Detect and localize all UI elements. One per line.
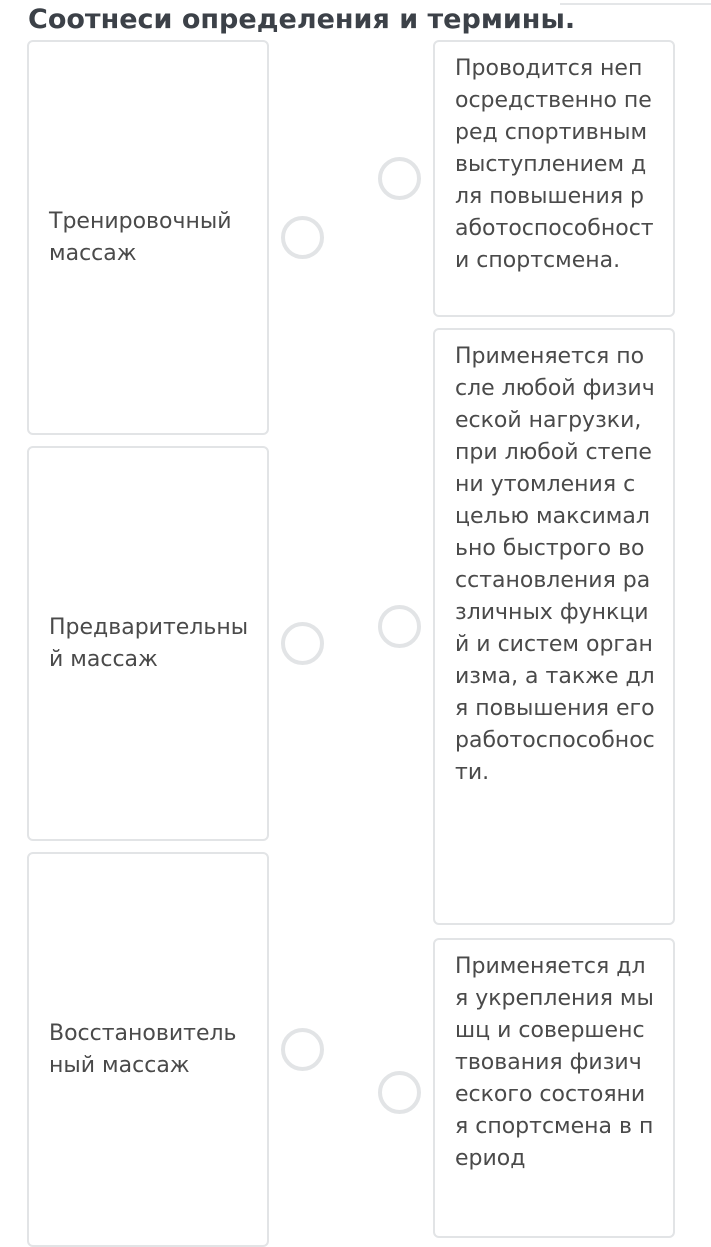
term-radio-1[interactable] [281, 216, 324, 259]
term-radio-2[interactable] [281, 622, 324, 665]
term-label: Тренировочный массаж [49, 208, 232, 266]
term-radio-3[interactable] [281, 1028, 324, 1071]
term-label: Предварительный массаж [49, 614, 249, 672]
definition-card-1[interactable] [433, 40, 675, 317]
term-card-training-massage[interactable] [27, 40, 269, 435]
definition-card-2[interactable] [433, 328, 675, 925]
term-card-restorative-massage[interactable] [27, 852, 269, 1247]
definition-text: Проводится непосредственно перед спортивным выступлением для повышения работоспособности спортсмена. [455, 56, 654, 273]
definition-card-3[interactable] [433, 938, 675, 1238]
definition-radio-2[interactable] [378, 605, 421, 648]
question-title: Соотнеси определения и термины. [28, 4, 576, 35]
definition-text: Применяется для укрепления мышц и совершенствования физического состояния спортсмена в период [455, 954, 654, 1171]
definition-radio-3[interactable] [378, 1071, 421, 1114]
definition-text: Применяется после любой физической нагрузки, при любой степени утомления с целью максимально быстрого восстановления различных функций и систем организма, а также для повышения его работоспособности. [455, 344, 655, 785]
definition-radio-1[interactable] [378, 157, 421, 200]
term-card-preliminary-massage[interactable] [27, 446, 269, 841]
top-divider [560, 3, 711, 5]
term-label: Восстановительный массаж [49, 1020, 237, 1078]
